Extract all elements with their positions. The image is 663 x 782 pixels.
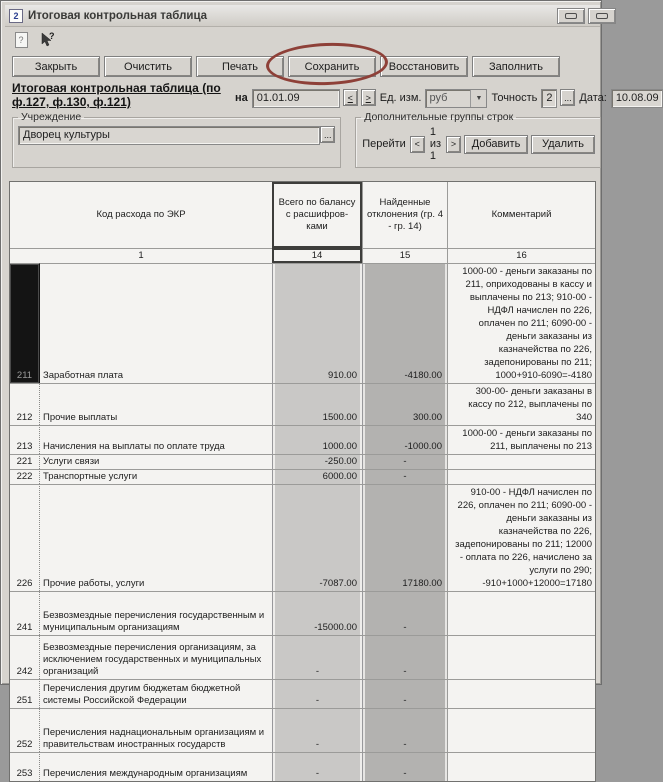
table-row[interactable] [10, 708, 595, 752]
date-input[interactable]: 10.08.09 [611, 89, 663, 108]
remove-group-button[interactable]: Удалить [531, 135, 595, 154]
row-name-cell[interactable]: Перечисления наднациональным организациям и правительствам иностранных государств [40, 708, 272, 752]
row-code-cell[interactable]: 252 [10, 708, 40, 752]
row-total-cell[interactable]: 910.00 [272, 263, 362, 383]
period-input[interactable]: 01.01.09 [252, 89, 340, 108]
row-deviation-cell[interactable]: - [362, 454, 447, 469]
institution-browse-button[interactable]: ... [320, 126, 335, 143]
row-name-cell[interactable]: Прочие работы, услуги [40, 484, 272, 591]
print-button[interactable]: Печать [196, 56, 284, 77]
row-name-cell[interactable]: Перечисления другим бюджетам бюджетной системы Российской Федерации [40, 679, 272, 708]
form-title: Итоговая контрольная таблица (по ф.127, ф.130, ф.121) [12, 81, 221, 109]
table-row[interactable] [10, 383, 595, 425]
row-code-cell[interactable]: 253 [10, 752, 40, 781]
row-deviation-cell[interactable]: - [362, 752, 447, 781]
row-deviation-cell[interactable]: -4180.00 [362, 263, 447, 383]
header-code: Код расхода по ЭКР [10, 182, 272, 248]
table-row[interactable] [10, 263, 595, 383]
header-total: Всего по балансу с расшифров-ками [272, 182, 362, 248]
minimize-button[interactable] [557, 8, 585, 24]
row-code-cell[interactable]: 251 [10, 679, 40, 708]
titlebar [5, 5, 600, 27]
app-icon: 2 [9, 9, 23, 23]
row-comment-cell[interactable]: 1000-00 - деньги заказаны по 211, оприходованы в кассу и выплачены по 213; 910-00 - НДФЛ начислен по 226, оплачен по 211; 6090-00 - деньги заказаны из казначейства по 226, задепонированы по 211; 1000+910-6090=-4180 [447, 263, 595, 383]
control-table [9, 181, 596, 782]
row-comment-cell[interactable] [447, 752, 595, 781]
row-code-cell[interactable]: 221 [10, 454, 40, 469]
row-comment-cell[interactable] [447, 679, 595, 708]
table-header-row [10, 182, 595, 248]
precision-browse-button[interactable]: ... [560, 89, 575, 106]
row-total-cell[interactable]: -7087.00 [272, 484, 362, 591]
row-name-cell[interactable]: Безвозмездные перечисления организациям, за исключением государственных и муниципальных организаций [40, 635, 272, 679]
context-help-button[interactable] [38, 31, 56, 49]
window-title: Итоговая контрольная таблица [28, 9, 208, 22]
row-total-cell[interactable]: - [272, 635, 362, 679]
table-number-row [10, 248, 595, 263]
table-row[interactable] [10, 469, 595, 484]
svg-text:?: ? [49, 31, 55, 41]
row-comment-cell[interactable]: 910-00 - НДФЛ начислен по 226, оплачен по 211; 6090-00 - деньги заказаны из казначейства по 226, задепонированы по 211; 12000 - оплата по 226, начислено за услуги по 290; -910+1000+12000=17180 [447, 484, 595, 591]
row-deviation-cell[interactable]: -1000.00 [362, 425, 447, 454]
row-deviation-cell[interactable]: - [362, 591, 447, 635]
unit-value: руб [429, 92, 448, 104]
row-deviation-cell[interactable]: 17180.00 [362, 484, 447, 591]
header-comment: Комментарий [447, 182, 595, 248]
row-deviation-cell[interactable]: 300.00 [362, 383, 447, 425]
group-prev-button[interactable]: < [410, 136, 425, 153]
row-comment-cell[interactable]: 300-00- деньги заказаны в кассу по 212, выплачены по 340 [447, 383, 595, 425]
group-counter: 1 из 1 [429, 126, 442, 162]
maximize-button[interactable] [588, 8, 616, 24]
row-comment-cell[interactable]: 1000-00 - деньги заказаны по 211, выплачены по 213 [447, 425, 595, 454]
chevron-down-icon[interactable]: ▼ [470, 90, 486, 107]
restore-button[interactable]: Восстановить [380, 56, 468, 77]
row-code-cell[interactable]: 222 [10, 469, 40, 484]
row-comment-cell[interactable] [447, 591, 595, 635]
table-row[interactable] [10, 454, 595, 469]
row-name-cell[interactable]: Перечисления международным организациям [40, 752, 272, 781]
save-button[interactable]: Сохранить [288, 56, 376, 77]
table-row[interactable] [10, 425, 595, 454]
institution-input[interactable]: Дворец культуры [18, 126, 320, 145]
row-name-cell[interactable]: Услуги связи [40, 454, 272, 469]
row-groups-groupbox [355, 111, 601, 168]
clear-button[interactable]: Очистить [104, 56, 192, 77]
table-row[interactable] [10, 591, 595, 635]
header-deviation: Найденные отклонения (гр. 4 - гр. 14) [362, 182, 447, 248]
row-total-cell[interactable]: -15000.00 [272, 591, 362, 635]
help-doc-button[interactable] [12, 31, 30, 49]
help-doc-icon: ? [15, 32, 28, 48]
row-code-cell[interactable]: 212 [10, 383, 40, 425]
row-code-cell[interactable]: 211 [10, 263, 40, 383]
table-row[interactable] [10, 679, 595, 708]
minimize-icon [565, 13, 577, 19]
add-group-button[interactable]: Добавить [464, 135, 528, 154]
help-cursor-icon [38, 31, 56, 49]
row-deviation-cell[interactable]: - [362, 635, 447, 679]
row-name-cell[interactable]: Безвозмездные перечисления государственным и муниципальным организациям [40, 591, 272, 635]
row-total-cell[interactable]: - [272, 752, 362, 781]
row-comment-cell[interactable] [447, 708, 595, 752]
row-deviation-cell[interactable]: - [362, 679, 447, 708]
unit-label: Ед. изм. [379, 92, 422, 104]
row-groups-legend: Дополнительные группы строк [364, 111, 514, 123]
row-deviation-cell[interactable]: - [362, 708, 447, 752]
row-deviation-cell[interactable]: - [362, 469, 447, 484]
row-code-cell[interactable]: 242 [10, 635, 40, 679]
colnum-16: 16 [447, 248, 595, 263]
table-row[interactable] [10, 752, 595, 781]
row-name-cell[interactable]: Прочие выплаты [40, 383, 272, 425]
row-comment-cell[interactable] [447, 635, 595, 679]
table-row[interactable] [10, 635, 595, 679]
row-name-cell[interactable]: Заработная плата [40, 263, 272, 383]
row-comment-cell[interactable] [447, 469, 595, 484]
precision-input[interactable]: 2 [541, 89, 557, 108]
on-label: на [235, 92, 248, 104]
group-boxes [4, 109, 601, 168]
row-comment-cell[interactable] [447, 454, 595, 469]
row-code-cell[interactable]: 213 [10, 425, 40, 454]
row-name-cell[interactable]: Начисления на выплаты по оплате труда [40, 425, 272, 454]
main-toolbar [4, 53, 601, 79]
goto-label: Перейти [362, 138, 406, 150]
row-total-cell[interactable]: 6000.00 [272, 469, 362, 484]
table-row[interactable] [10, 484, 595, 591]
precision-label: Точность [491, 92, 538, 104]
form-header [4, 79, 659, 109]
unit-select[interactable] [425, 89, 487, 108]
row-total-cell[interactable]: - [272, 708, 362, 752]
date-label: Дата: [579, 92, 607, 104]
row-total-cell[interactable]: 1000.00 [272, 425, 362, 454]
period-next-button[interactable]: > [361, 89, 376, 106]
maximize-icon [596, 13, 608, 19]
colnum-14: 14 [272, 248, 362, 263]
row-code-cell[interactable]: 226 [10, 484, 40, 591]
institution-legend: Учреждение [21, 111, 82, 123]
form-fields [234, 81, 663, 109]
fill-button[interactable]: Заполнить [472, 56, 560, 77]
row-code-cell[interactable]: 241 [10, 591, 40, 635]
period-prev-button[interactable]: < [343, 89, 358, 106]
row-name-cell[interactable]: Транспортные услуги [40, 469, 272, 484]
close-button[interactable]: Закрыть [12, 56, 100, 77]
row-total-cell[interactable]: -250.00 [272, 454, 362, 469]
row-total-cell[interactable]: - [272, 679, 362, 708]
institution-groupbox [12, 111, 341, 168]
colnum-15: 15 [362, 248, 447, 263]
group-next-button[interactable]: > [446, 136, 461, 153]
row-total-cell[interactable]: 1500.00 [272, 383, 362, 425]
colnum-1: 1 [10, 248, 272, 263]
mini-toolbar [4, 27, 601, 53]
